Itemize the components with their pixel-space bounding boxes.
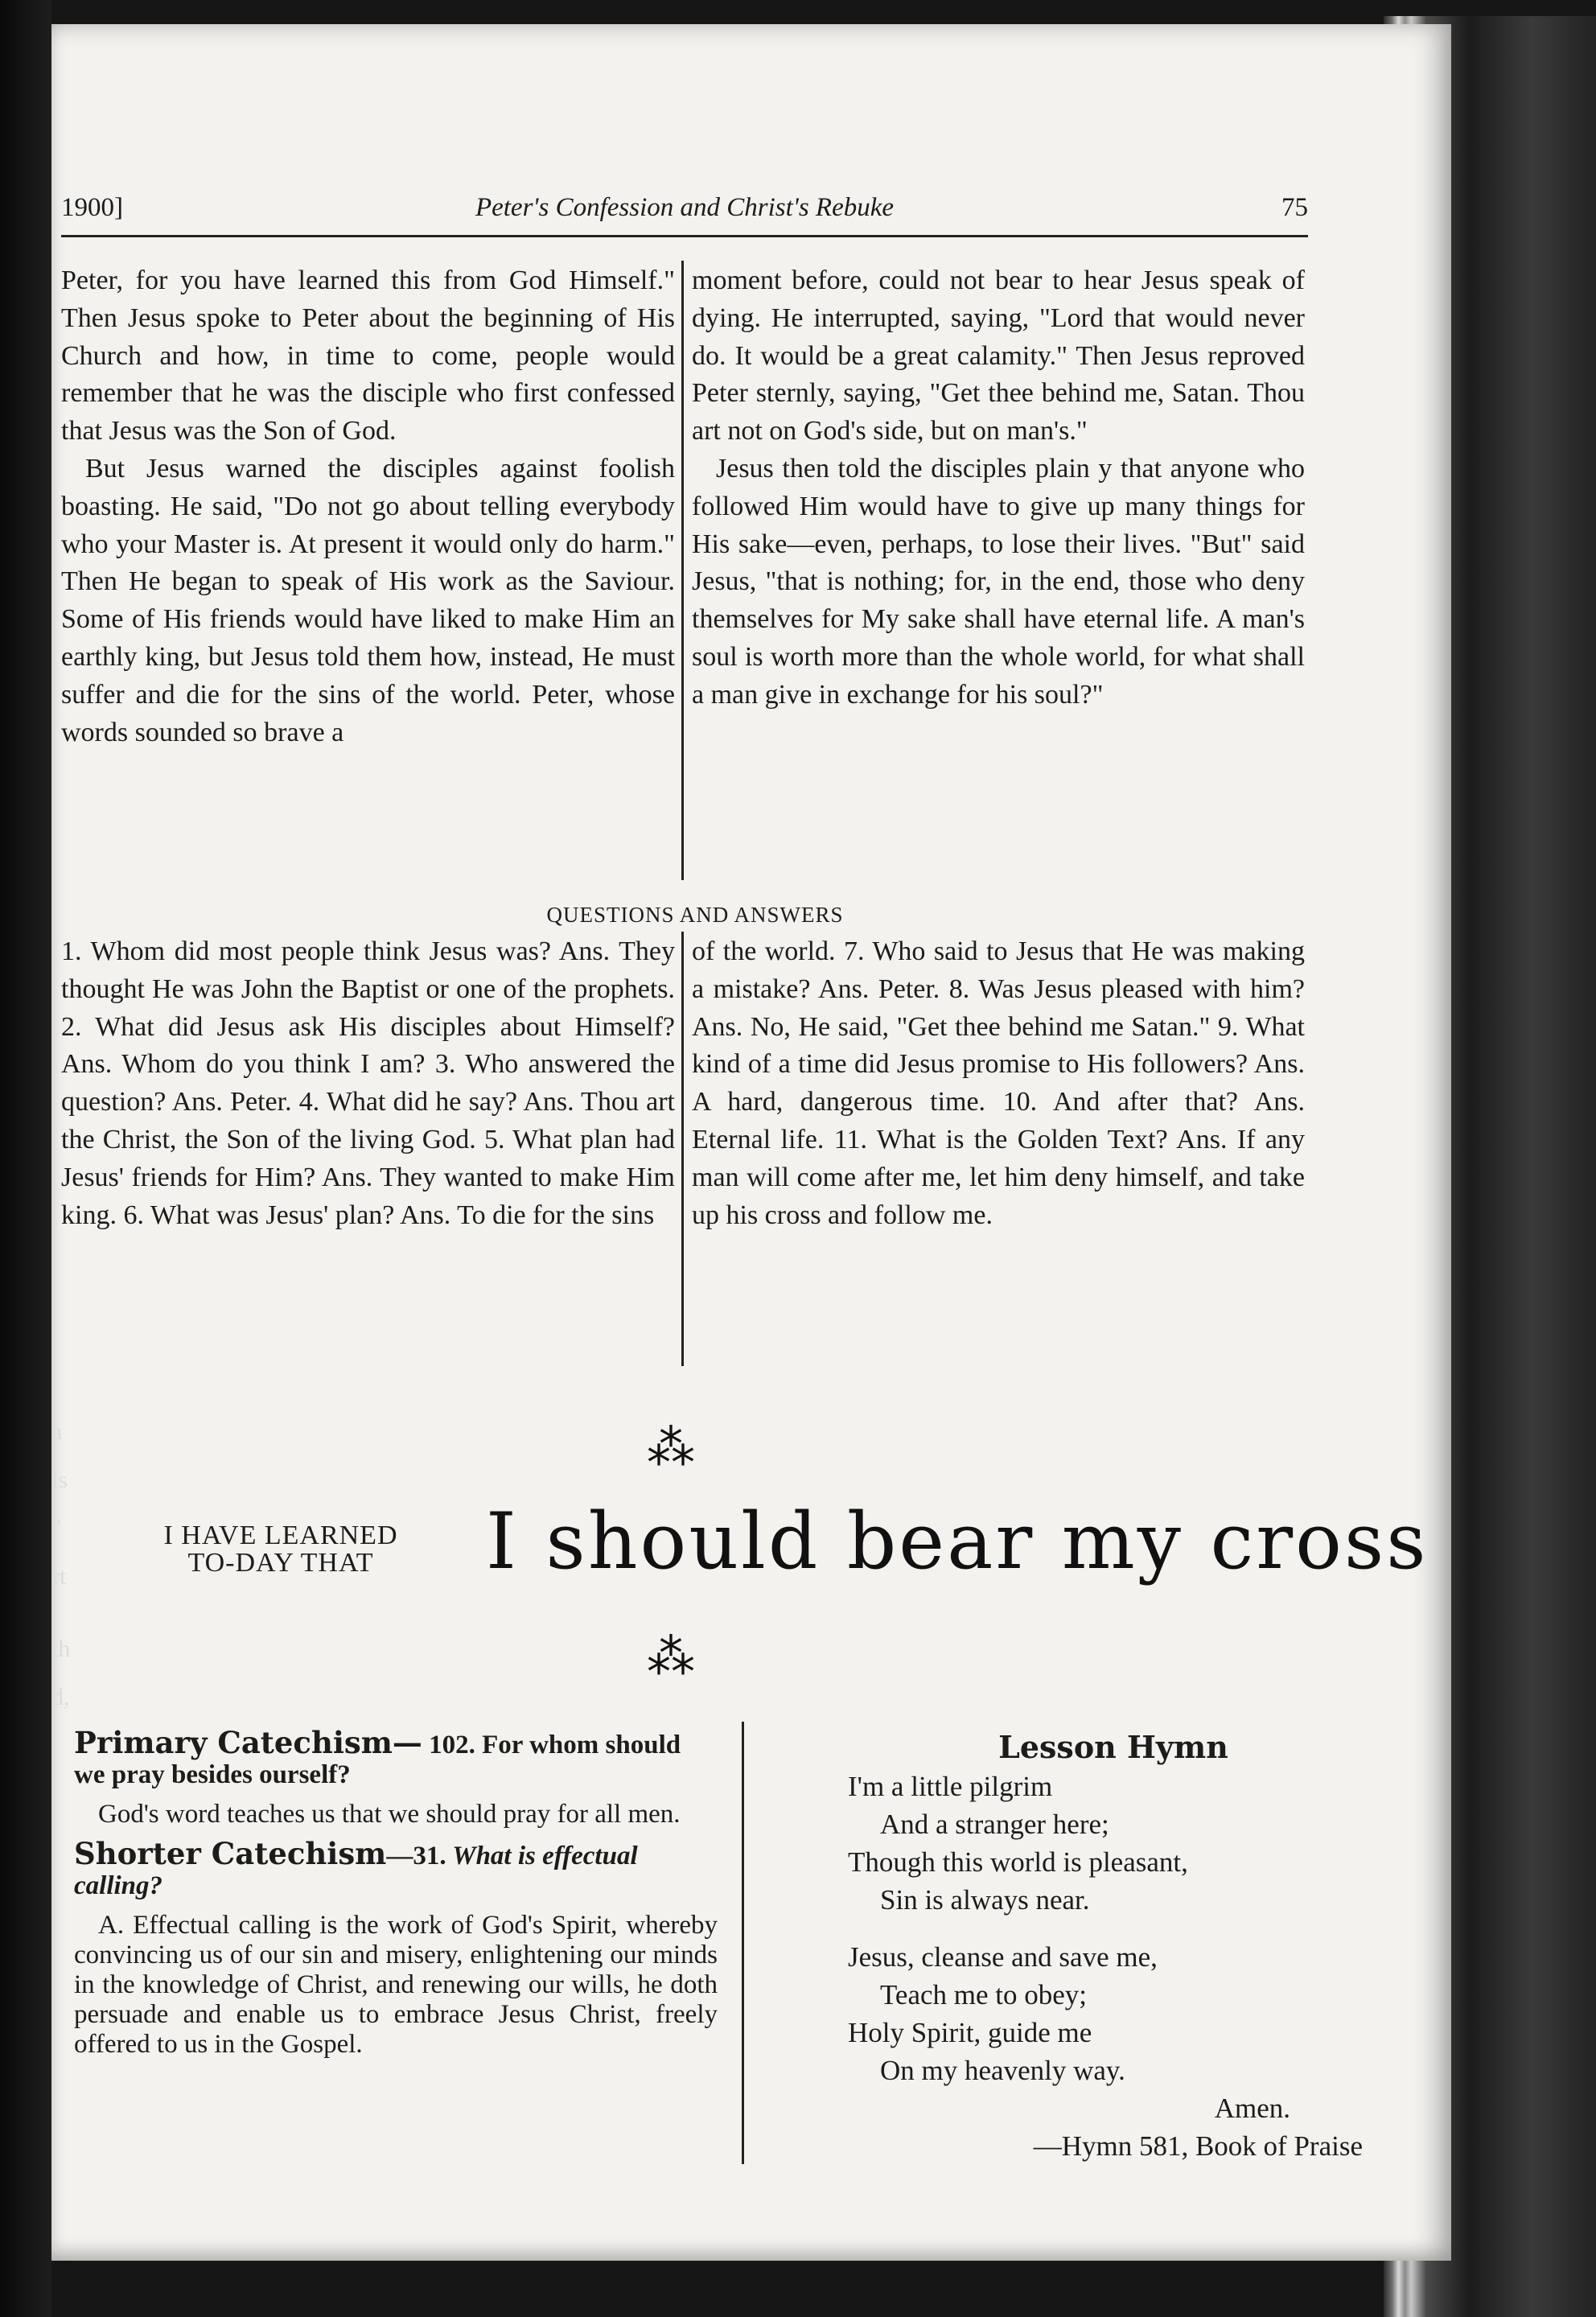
story-paragraph: moment before, could not bear to hear Jesus speak of dying. He interrupted, saying, "Lord that would never do. It would be a great calamity." Then Jesus reproved Peter sternly, saying, "Get thee behind me, Satan. Thou art not on God's side, but on man's." — [692, 265, 1305, 447]
learned-line: I HAVE LEARNED — [163, 1521, 398, 1550]
primary-catechism-answer: God's word teaches us that we should pray for all men. — [98, 1800, 681, 1829]
asterism-ornament: ⁂ — [647, 1420, 689, 1476]
story-right-column — [692, 262, 1305, 714]
header-title: Peter's Confession and Christ's Rebuke — [475, 193, 895, 222]
story-left-column — [61, 262, 675, 751]
header-rule — [61, 235, 1308, 237]
story-paragraph: Jesus then told the disciples plain y that anyone who followed Him would have to give up many things for His sake—even, perhaps, to lose their lives. "But" said Jesus, "that is nothing; for, in the end, those who deny themselves for My sake shall have eternal life. A man's soul is worth more than the whole world, for what shall a man give in exchange for his soul?" — [692, 453, 1305, 710]
hymn-line: And a stranger here; — [880, 1809, 1109, 1840]
margin-fragment: a — [51, 1418, 63, 1445]
qa-heading: QUESTIONS AND ANSWERS — [546, 903, 844, 927]
hymn-line: Jesus, cleanse and save me, — [848, 1941, 1158, 1973]
hymn-line: On my heavenly way. — [880, 2055, 1125, 2086]
hymn-line: Teach me to obey; — [880, 1979, 1088, 2010]
shorter-catechism-question: What is effectual calling? — [74, 1842, 638, 1900]
column-rule — [681, 932, 684, 1366]
qa-left-column — [61, 933, 675, 1234]
shorter-catechism-number: —31. — [386, 1842, 446, 1870]
hymn-line: I'm a little pilgrim — [848, 1771, 1053, 1802]
shorter-catechism-label: Shorter Catechism — [74, 1836, 387, 1871]
running-header — [61, 193, 1308, 241]
header-year: 1900] — [61, 193, 123, 222]
hymn-line: Holy Spirit, guide me — [848, 2017, 1092, 2048]
margin-fragment: rt — [51, 1563, 67, 1590]
catechism-section — [74, 1725, 718, 2060]
hymn-line: Sin is always near. — [880, 1884, 1090, 1916]
primary-catechism-label: Primary Catechism— — [74, 1725, 422, 1760]
qa-text: of the world. 7. Who said to Jesus that He was making a mistake? Ans. Peter. 8. Was Jesus pleased with him? Ans. No, He said, "Get thee behind me Satan." 9. What kind of a time did Jesus promise to His followers? Ans. A hard, dangerous time. 10. And after that? Ans. Eternal life. 11. What is the Golden Text? Ans. If any man will come after me, let him deny himself, and take up his cross and follow me. — [692, 936, 1305, 1230]
learned-label — [100, 1522, 462, 1577]
margin-fragment: is — [51, 1467, 68, 1493]
qa-right-column — [692, 933, 1305, 1234]
book-page — [51, 24, 1451, 2261]
story-paragraph: But Jesus warned the disciples against foolish boasting. He said, "Do not go about telling everybody who your Master is. At present it would only do harm." Then He began to speak of His work as the Saviour. Some of His friends would have liked to make Him an earthly king, but Jesus told them how, instead, He must suffer and die for the sins of the world. Peter, whose words sounded so brave a — [61, 453, 675, 747]
margin-fragment: " — [51, 1515, 62, 1541]
column-rule — [681, 261, 684, 880]
motto-text: I should bear my cross — [486, 1496, 1429, 1587]
facing-page-fragments — [51, 1408, 76, 1722]
shorter-catechism-answer: A. Effectual calling is the work of God's Spirit, whereby convincing us of our sin and misery, enlightening our minds in the knowledge of Christ, and renewing our wills, he doth persuade and enable us to embrace Jesus Christ, freely offered to us in the Gospel. — [74, 1911, 718, 2059]
lesson-hymn — [848, 1728, 1379, 2165]
page-number: 75 — [1281, 193, 1308, 222]
qa-text: 1. Whom did most people think Jesus was? Ans. They thought He was John the Baptist or one of the prophets. 2. What did Jesus ask His disciples about Himself? Ans. Whom do you think I am? 3. Who answered the question? Ans. Peter. 4. What did he say? Ans. Thou art the Christ, the Son of the living God. 5. What plan had Jesus' friends for Him? Ans. They wanted to make Him king. 6. What was Jesus' plan? Ans. To die for the sins — [61, 936, 675, 1230]
hymn-source: —Hymn 581, Book of Praise — [1033, 2130, 1363, 2162]
hymn-amen: Amen. — [1214, 2093, 1290, 2124]
margin-fragment: th — [51, 1636, 71, 1662]
section-rule — [742, 1722, 744, 2164]
learned-line: TO-DAY THAT — [187, 1548, 374, 1578]
hymn-line: Though this world is pleasant, — [848, 1846, 1188, 1878]
asterism-ornament: ⁂ — [647, 1629, 689, 1685]
primary-catechism-number: 102. — [422, 1731, 475, 1759]
hymn-title: Lesson Hymn — [998, 1729, 1228, 1765]
primary-catechism-question: For whom should we pray besides ourself? — [74, 1731, 681, 1789]
margin-fragment: d, — [51, 1684, 70, 1710]
story-paragraph: Peter, for you have learned this from God Himself." Then Jesus spoke to Peter about the beginning of His Church and how, in time to come, people would remember that he was the disciple who first confessed that Jesus was the Son of God. — [61, 265, 675, 447]
scan-edge-left — [0, 0, 51, 2317]
